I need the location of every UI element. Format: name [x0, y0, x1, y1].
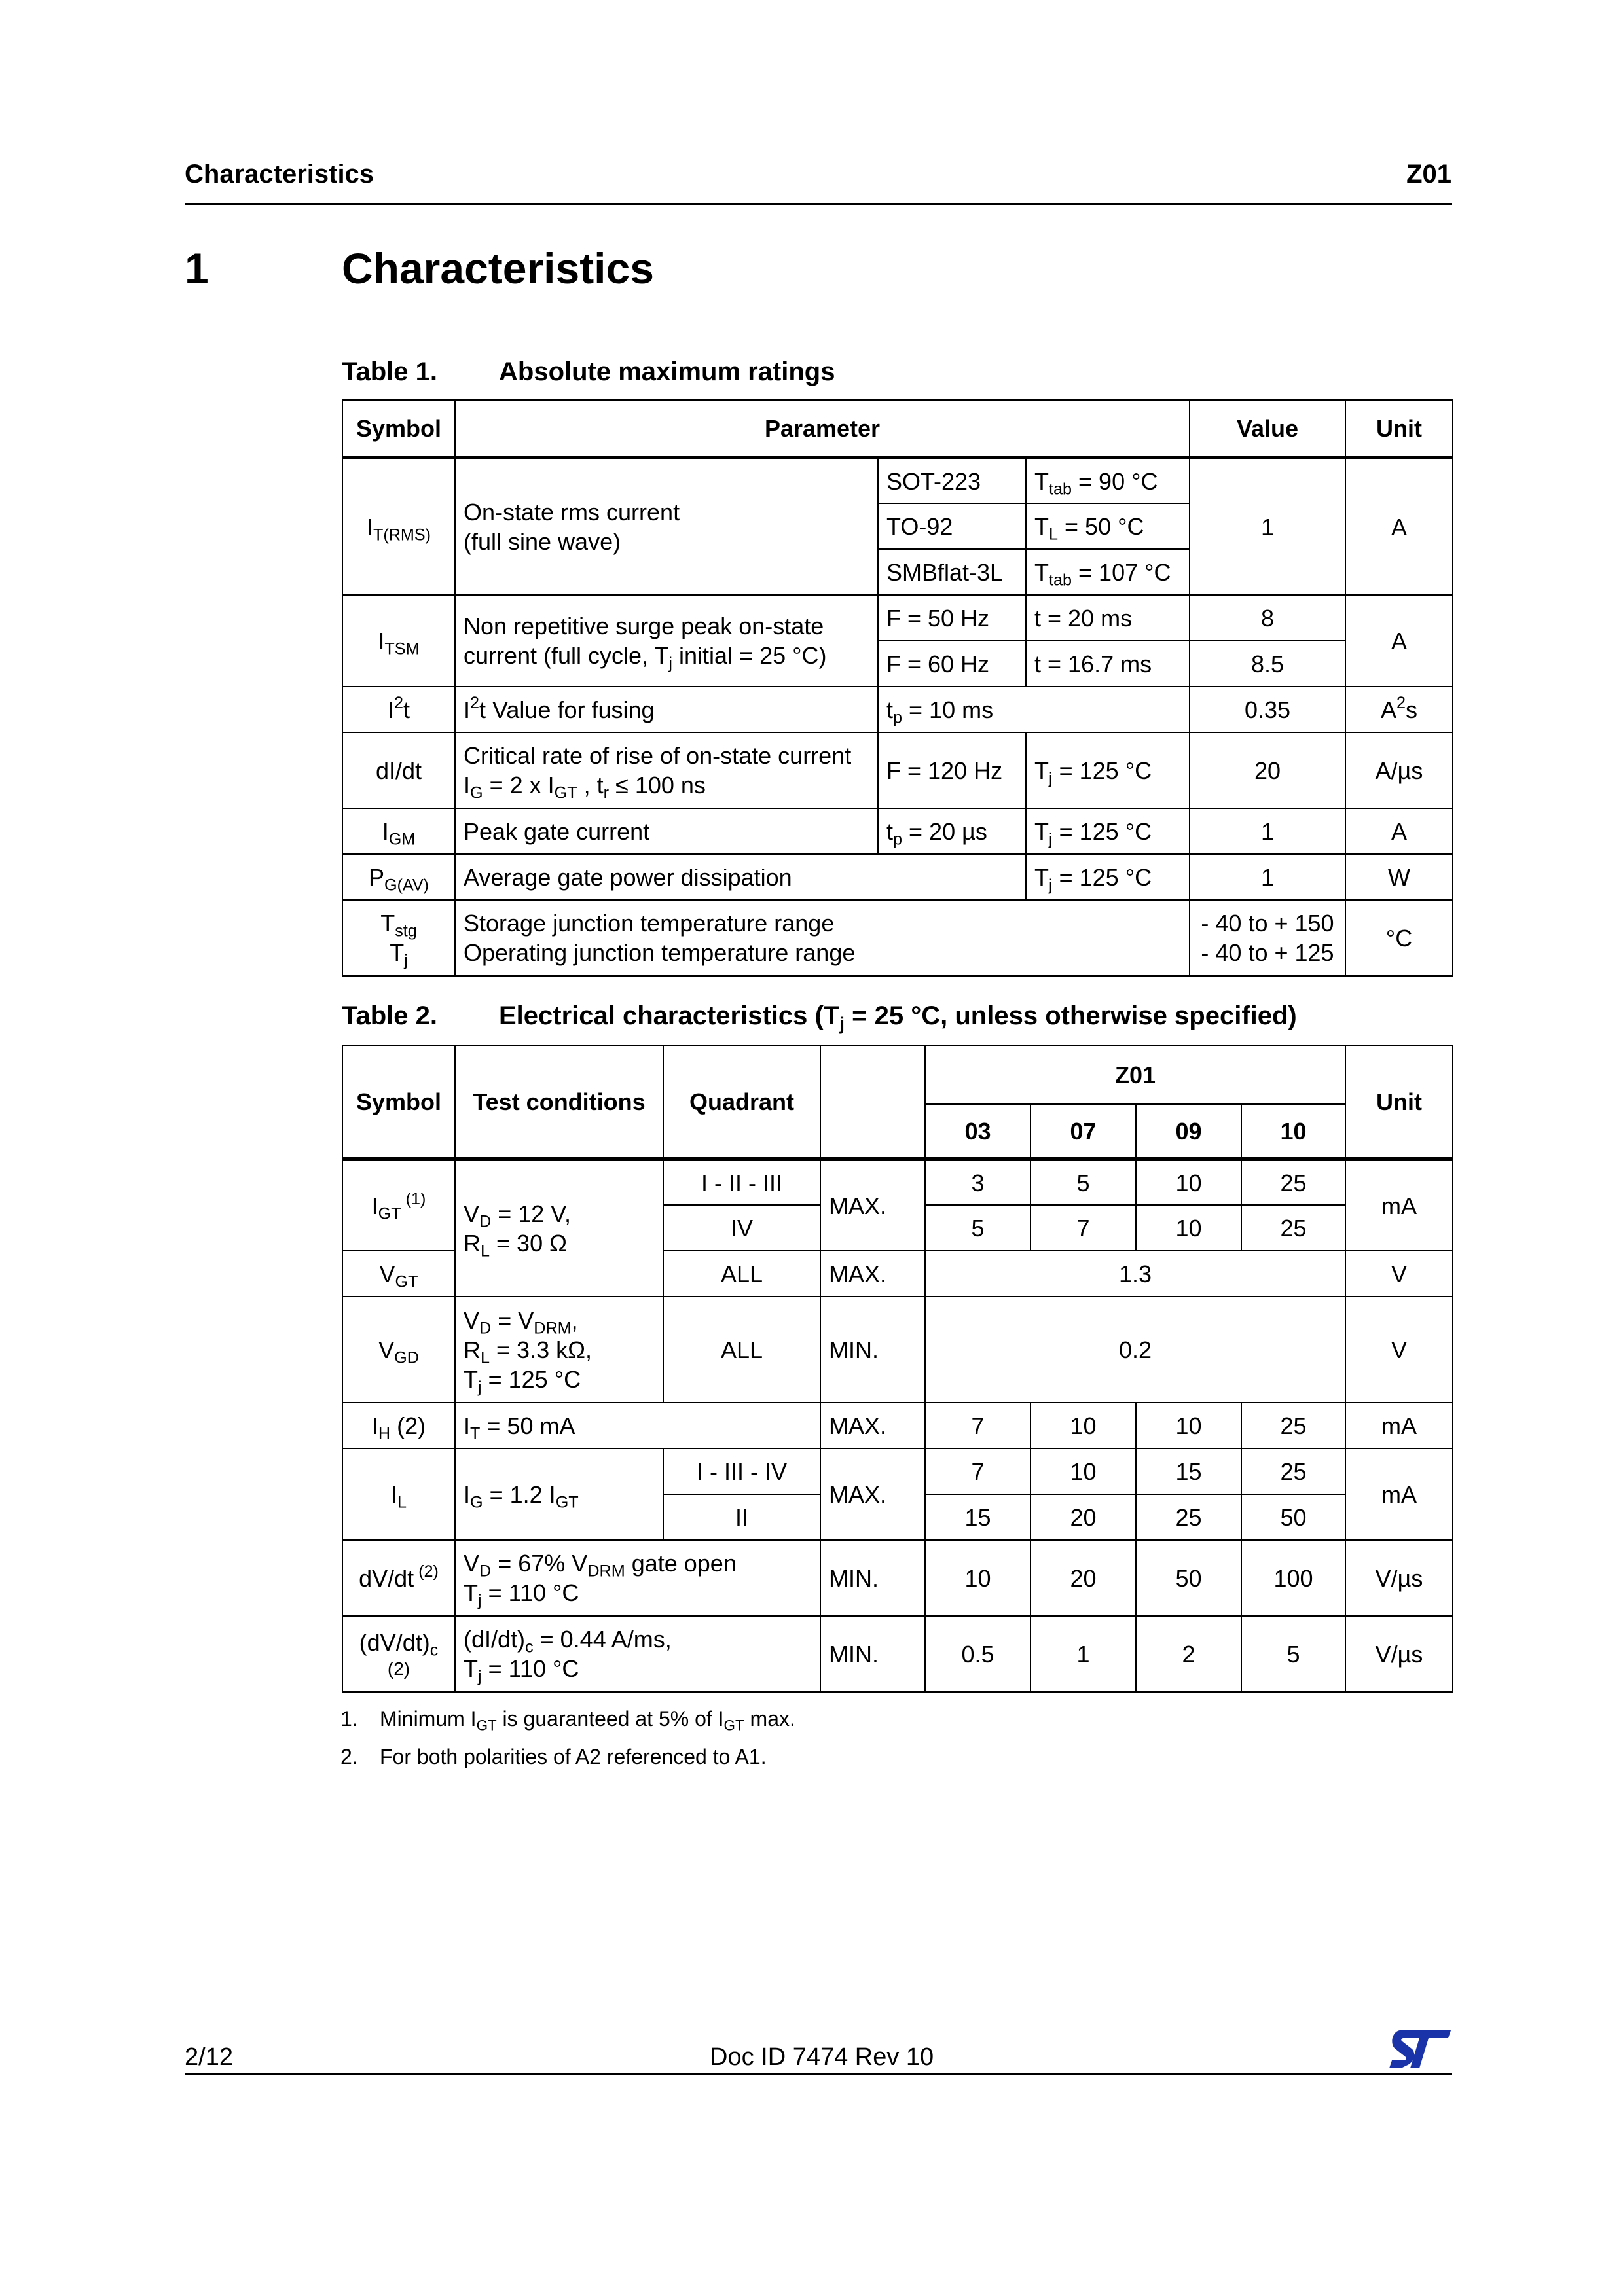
dvdtc-unit: V/µs	[1345, 1616, 1453, 1692]
il-q2-07: 20	[1030, 1494, 1136, 1540]
temp-unit: °C	[1345, 900, 1453, 976]
t2-header-limit	[820, 1045, 925, 1159]
table1-header-row	[342, 400, 1453, 457]
i2t-value: 0.35	[1190, 687, 1345, 732]
ih-10: 25	[1241, 1403, 1345, 1448]
vgd-unit: V	[1345, 1297, 1453, 1403]
igt-limit: MAX.	[820, 1159, 925, 1251]
igt-quadrant-2: IV	[663, 1205, 820, 1251]
il-q2-03: 15	[925, 1494, 1030, 1540]
il-limit: MAX.	[820, 1448, 925, 1540]
dvdt-symbol: dV/dt $^{(2)}$	[342, 1540, 455, 1616]
table-row	[342, 854, 1453, 900]
table2-header-row	[342, 1045, 1453, 1104]
il-quadrant-2: II	[663, 1494, 820, 1540]
igt-test-conditions: $V_D = 12$ V, $R_L = 30$ Ω	[455, 1159, 663, 1297]
t2-header-symbol: Symbol	[342, 1045, 455, 1159]
table-row	[342, 732, 1453, 808]
table-row	[342, 595, 1453, 641]
igm-value: 1	[1190, 808, 1345, 854]
footnote-2: 2. For both polarities of A2 referenced to A1.	[340, 1745, 767, 1768]
igt-q2-07: 7	[1030, 1205, 1136, 1251]
table-row	[342, 457, 1453, 503]
didt-symbol: dI/dt	[342, 732, 455, 808]
itsm-unit: A	[1345, 595, 1453, 687]
vgt-unit: V	[1345, 1251, 1453, 1297]
table-row	[342, 1403, 1453, 1448]
ih-03: 7	[925, 1403, 1030, 1448]
vgd-symbol: $V_{GD}$	[342, 1297, 455, 1403]
dvdt-07: 20	[1030, 1540, 1136, 1616]
table2-label: Table 2.	[342, 1001, 437, 1030]
t2-header-03: 03	[925, 1104, 1030, 1159]
t2-header-test: Test conditions	[455, 1045, 663, 1159]
t2-header-07: 07	[1030, 1104, 1136, 1159]
il-q1-03: 7	[925, 1448, 1030, 1494]
igt-quadrant-1: I - II - III	[663, 1159, 820, 1205]
ih-test-conditions: $I_T = 50$ mA	[455, 1403, 820, 1448]
dvdt-test-conditions: $V_D = 67\%$ $V_{DRM}$ gate open $T_j = 110$ °C	[455, 1540, 820, 1616]
absolute-max-ratings-table	[342, 399, 1453, 977]
table-row	[342, 1448, 1453, 1494]
itsm-v1: 8	[1190, 595, 1345, 641]
itsm-symbol: $I_{TSM}$	[342, 595, 455, 687]
temp-parameter: Storage junction temperature range Operating junction temperature range	[455, 900, 1190, 976]
igt-q2-03: 5	[925, 1205, 1030, 1251]
table2-caption	[342, 1001, 1297, 1034]
ih-symbol: $I_H$ (2)	[342, 1403, 455, 1448]
il-q2-09: 25	[1136, 1494, 1241, 1540]
ih-limit: MAX.	[820, 1403, 925, 1448]
i2t-symbol: $I^2t$	[342, 687, 455, 732]
il-q2-10: 50	[1241, 1494, 1345, 1540]
dvdt-unit: V/µs	[1345, 1540, 1453, 1616]
ih-unit: mA	[1345, 1403, 1453, 1448]
igt-q1-09: 10	[1136, 1159, 1241, 1205]
header-rule	[185, 203, 1452, 205]
i2t-parameter: $I^2t$ Value for fusing	[455, 687, 878, 732]
it-rms-pkg1: SOT-223	[878, 457, 1026, 503]
igt-q1-03: 3	[925, 1159, 1030, 1205]
vgd-value: 0.2	[925, 1297, 1345, 1403]
table-row	[342, 808, 1453, 854]
t2-header-group: Z01	[925, 1045, 1345, 1104]
t2-header-09: 09	[1136, 1104, 1241, 1159]
il-symbol: $I_L$	[342, 1448, 455, 1540]
vgt-quadrant: ALL	[663, 1251, 820, 1297]
didt-frequency: F = 120 Hz	[878, 732, 1026, 808]
it-rms-unit: A	[1345, 457, 1453, 595]
igm-cond2: $T_j = 125$ °C	[1026, 808, 1190, 854]
itsm-parameter: Non repetitive surge peak on-state current (full cycle, $T_j$ initial = 25 °C)	[455, 595, 878, 687]
st-logo-graphic	[1388, 2029, 1452, 2070]
table-row	[342, 1540, 1453, 1616]
igt-unit: mA	[1345, 1159, 1453, 1251]
igt-q2-10: 25	[1241, 1205, 1345, 1251]
vgt-limit: MAX.	[820, 1251, 925, 1297]
dvdt-10: 100	[1241, 1540, 1345, 1616]
itsm-f1: F = 50 Hz	[878, 595, 1026, 641]
dvdtc-10: 5	[1241, 1616, 1345, 1692]
t2-header-quadrant: Quadrant	[663, 1045, 820, 1159]
dvdt-09: 50	[1136, 1540, 1241, 1616]
pgav-parameter: Average gate power dissipation	[455, 854, 1026, 900]
ih-09: 10	[1136, 1403, 1241, 1448]
running-header-left: Characteristics	[185, 160, 374, 188]
section-title: Characteristics	[342, 244, 654, 293]
t2-header-10: 10	[1241, 1104, 1345, 1159]
didt-temp: $T_j = 125$ °C	[1026, 732, 1190, 808]
table-row	[342, 900, 1453, 976]
it-rms-value: 1	[1190, 457, 1345, 595]
vgt-symbol: $V_{GT}$	[342, 1251, 455, 1297]
table-row	[342, 1297, 1453, 1403]
vgd-limit: MIN.	[820, 1297, 925, 1403]
il-quadrant-1: I - III - IV	[663, 1448, 820, 1494]
il-q1-09: 15	[1136, 1448, 1241, 1494]
il-q1-07: 10	[1030, 1448, 1136, 1494]
pgav-symbol: $P_{G(AV)}$	[342, 854, 455, 900]
pgav-value: 1	[1190, 854, 1345, 900]
it-rms-cond2: $T_L = 50$ °C	[1026, 503, 1190, 549]
table-row	[342, 1159, 1453, 1205]
temp-symbol: $T_{stg}$ $T_j$	[342, 900, 455, 976]
ih-07: 10	[1030, 1403, 1136, 1448]
t1-header-unit: Unit	[1345, 400, 1453, 457]
igt-q2-09: 10	[1136, 1205, 1241, 1251]
dvdtc-09: 2	[1136, 1616, 1241, 1692]
pgav-cond: $T_j = 125$ °C	[1026, 854, 1190, 900]
igm-parameter: Peak gate current	[455, 808, 878, 854]
itsm-v2: 8.5	[1190, 641, 1345, 687]
il-test-conditions: $I_G = 1.2$ $I_{GT}$	[455, 1448, 663, 1540]
t1-header-parameter: Parameter	[455, 400, 1190, 457]
dvdtc-symbol: $(dV/dt)_c$ (2)	[342, 1616, 455, 1692]
itsm-t1: t = 20 ms	[1026, 595, 1190, 641]
dvdtc-07: 1	[1030, 1616, 1136, 1692]
dvdt-03: 10	[925, 1540, 1030, 1616]
pgav-unit: W	[1345, 854, 1453, 900]
itsm-f2: F = 60 Hz	[878, 641, 1026, 687]
table1-caption	[342, 357, 835, 387]
section-number: 1	[185, 244, 209, 293]
footnote-1: 1. Minimum $I_{GT}$ is guaranteed at 5% of $I_{GT}$ max.	[340, 1707, 795, 1734]
dvdt-limit: MIN.	[820, 1540, 925, 1616]
vgd-test-conditions: $V_D = V_{DRM}$, $R_L = 3.3$ kΩ, $T_j = 125$ °C	[455, 1297, 663, 1403]
igt-q1-10: 25	[1241, 1159, 1345, 1205]
igm-unit: A	[1345, 808, 1453, 854]
st-logo-icon	[1388, 2029, 1452, 2073]
i2t-condition: $t_p = 10$ ms	[878, 687, 1190, 732]
vgd-quadrant: ALL	[663, 1297, 820, 1403]
table1-title: Absolute maximum ratings	[499, 357, 835, 386]
dvdtc-test-conditions: $(dI/dt)_c = 0.44$ A/ms, $T_j = 110$ °C	[455, 1616, 820, 1692]
igm-symbol: $I_{GM}$	[342, 808, 455, 854]
table-row	[342, 1616, 1453, 1692]
i2t-unit: $A^2s$	[1345, 687, 1453, 732]
table1-label: Table 1.	[342, 357, 437, 386]
didt-parameter: Critical rate of rise of on-state current $I_G = 2$ x $I_{GT}$ , $t_r \le 100$ ns	[455, 732, 878, 808]
temp-value: - 40 to + 150 - 40 to + 125	[1190, 900, 1345, 976]
il-unit: mA	[1345, 1448, 1453, 1540]
igt-symbol: $I_{GT}$ $^{(1)}$	[342, 1159, 455, 1251]
igm-cond1: $t_p = 20$ µs	[878, 808, 1026, 854]
didt-unit: A/µs	[1345, 732, 1453, 808]
it-rms-parameter: On-state rms current (full sine wave)	[455, 457, 878, 595]
it-rms-pkg3: SMBflat-3L	[878, 549, 1026, 595]
t2-header-unit: Unit	[1345, 1045, 1453, 1159]
running-header-right: Z01	[1406, 160, 1451, 188]
it-rms-cond1: $T_{tab} = 90$ °C	[1026, 457, 1190, 503]
table2-title: Electrical characteristics ($T_j = 25$ °C, unless otherwise specified)	[499, 1001, 1297, 1034]
vgt-value: 1.3	[925, 1251, 1345, 1297]
it-rms-pkg2: TO-92	[878, 503, 1026, 549]
table-row	[342, 687, 1453, 732]
il-q1-10: 25	[1241, 1448, 1345, 1494]
it-rms-cond3: $T_{tab} = 107$ °C	[1026, 549, 1190, 595]
t1-header-value: Value	[1190, 400, 1345, 457]
page-number: 2/12	[185, 2043, 233, 2071]
it-rms-symbol: $I_{T(RMS)}$	[342, 457, 455, 595]
electrical-characteristics-table	[342, 1045, 1453, 1693]
didt-value: 20	[1190, 732, 1345, 808]
dvdtc-limit: MIN.	[820, 1616, 925, 1692]
dvdtc-03: 0.5	[925, 1616, 1030, 1692]
doc-id: Doc ID 7474 Rev 10	[710, 2043, 934, 2071]
footer-rule	[185, 2073, 1452, 2075]
itsm-t2: t = 16.7 ms	[1026, 641, 1190, 687]
igt-q1-07: 5	[1030, 1159, 1136, 1205]
t1-header-symbol: Symbol	[342, 400, 455, 457]
